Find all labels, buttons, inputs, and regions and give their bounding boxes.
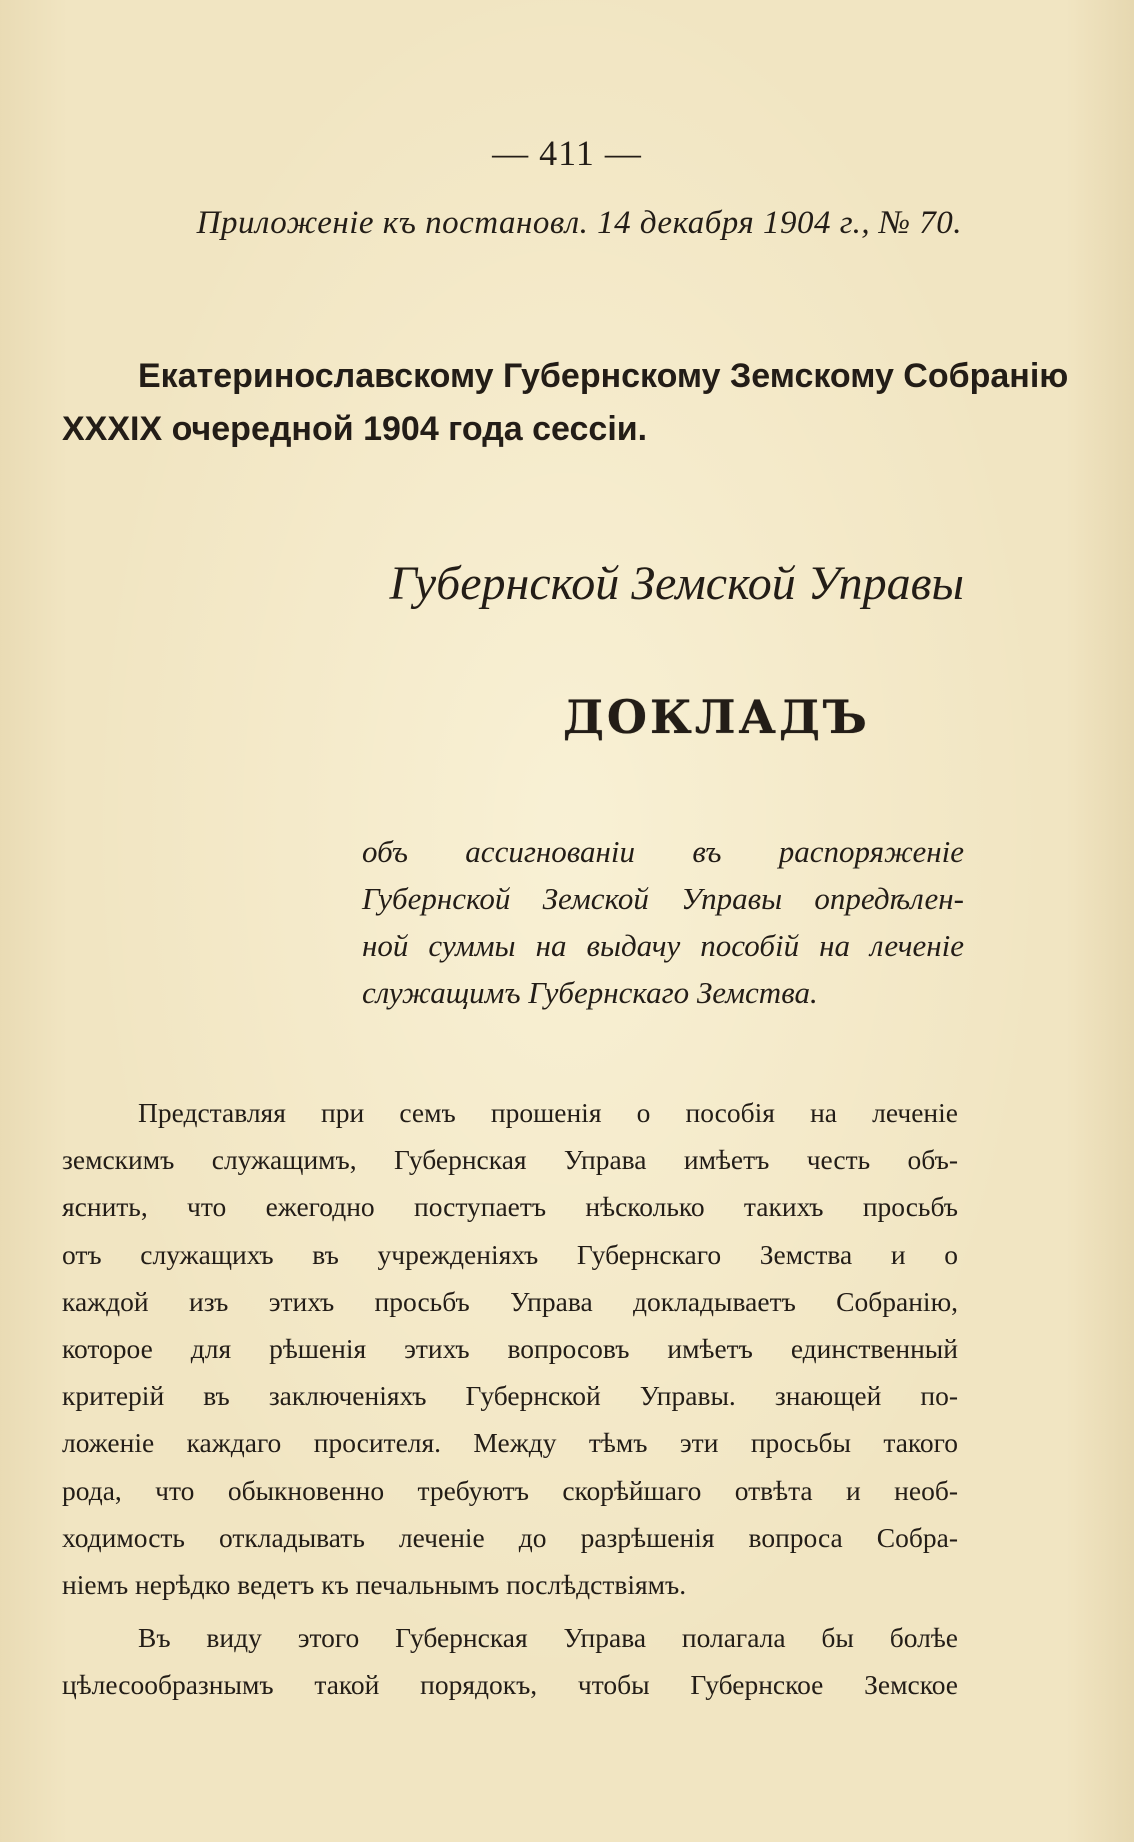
page-number: — 411 — [492,133,642,173]
addressee-line-2: XXXIX очередной 1904 года сессіи. [62,410,648,448]
paragraph-1-line: ходимость откладывать леченіе до разрѣшенія вопроса Собра- [62,1521,958,1553]
addressee-line-1: Екатеринославскому Губернскому Земскому Собранію [138,357,1069,395]
paragraph-1-line: критерій въ заключеніяхъ Губернской Управы. знающей по- [62,1380,958,1412]
appendix-note: Приложеніе къ постановл. 14 декабря 1904 г., № 70. [196,205,962,241]
paragraph-1-line: земскимъ служащимъ, Губернская Управа имѣетъ честь объ- [62,1144,958,1176]
subject-line: Губернской Земской Управы опредѣлен- [362,881,964,916]
subject-line: объ ассигнованіи въ распоряженіе [362,834,964,869]
subject-line: ной суммы на выдачу пособій на леченіе [362,928,964,963]
issuer-heading: Губернской Земской Управы [389,557,964,610]
paragraph-2-line: цѣлесообразнымъ такой порядокъ, чтобы Губернское Земское [62,1669,958,1701]
paragraph-1-line: ложеніе каждаго просителя. Между тѣмъ эти просьбы такого [62,1427,958,1459]
paragraph-1-line: рода, что обыкновенно требуютъ скорѣйшаго отвѣта и необ- [62,1474,958,1506]
paragraph-1-line: которое для рѣшенія этихъ вопросовъ имѣетъ единственный [62,1333,958,1365]
paragraph-1-line: отъ служащихъ въ учрежденіяхъ Губернскаго Земства и о [62,1238,958,1270]
paragraph-2-line: Въ виду этого Губернская Управа полагала бы болѣе [138,1622,958,1654]
paragraph-1-line: каждой изъ этихъ просьбъ Управа докладываетъ Собранію, [62,1285,958,1317]
document-title: ДОКЛАДЪ [563,690,870,744]
body-text [62,1089,958,1709]
subject-line: служащимъ Губернскаго Земства. [362,975,818,1010]
paragraph-1-line: ніемъ нерѣдко ведетъ къ печальнымъ послѣдствіямъ. [62,1569,687,1601]
paragraph-1-line: Представляя при семъ прошенія о пособія на леченіе [138,1097,958,1128]
paragraph-1-line: яснить, что ежегодно поступаетъ нѣсколько такихъ просьбъ [62,1191,958,1223]
subject-block [362,828,964,1016]
